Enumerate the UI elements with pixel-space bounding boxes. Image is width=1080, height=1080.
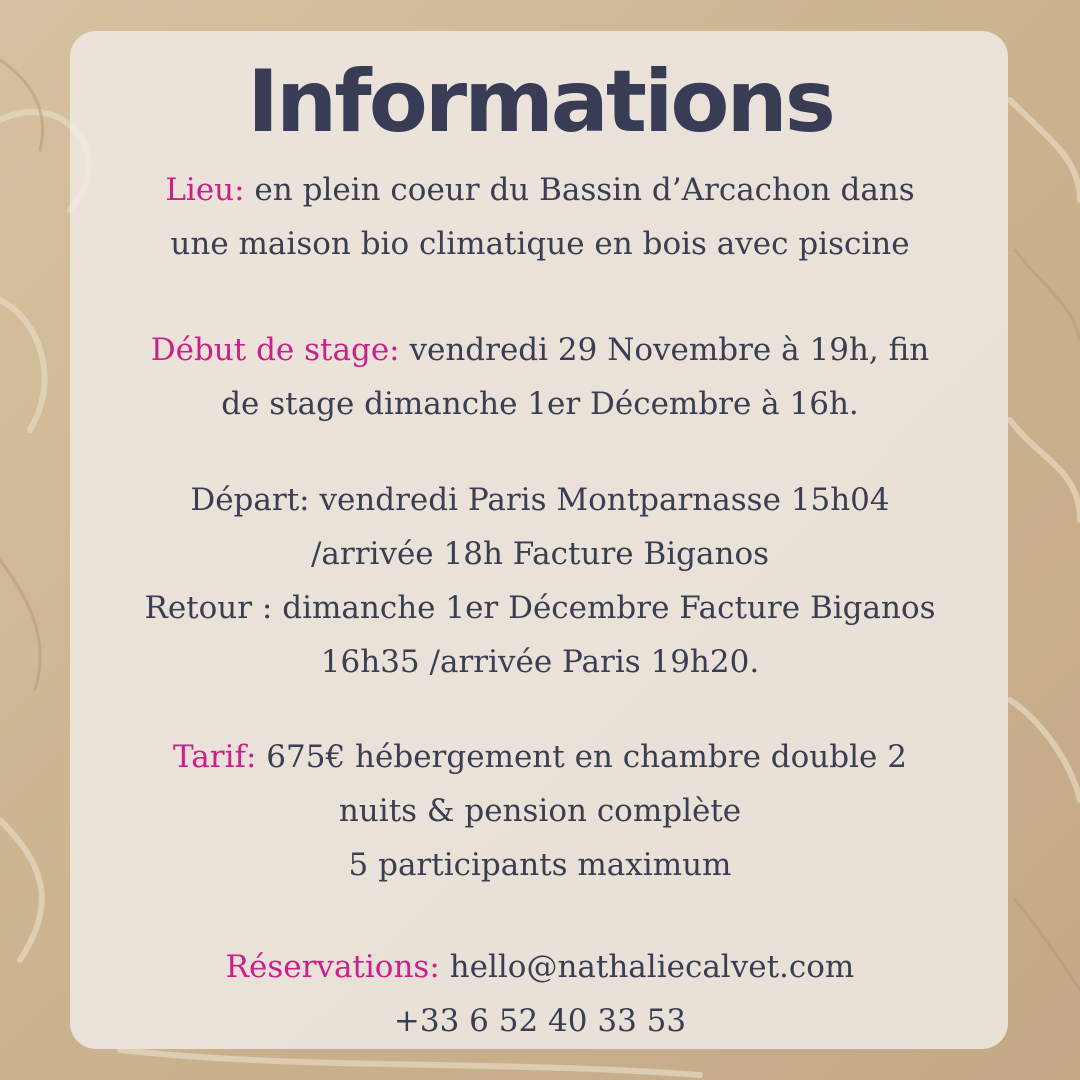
tarif-line-1 — [90, 730, 990, 784]
debut-text-1: vendredi 29 Novembre à 19h, fin — [399, 332, 930, 368]
reservations-label: Réservations: — [225, 949, 440, 985]
lieu-text-1: en plein coeur du Bassin d’Arcachon dans — [244, 172, 915, 208]
reservations-phone[interactable]: +33 6 52 40 33 53 — [393, 1003, 687, 1039]
retour-line-1: Retour : dimanche 1er Décembre Facture Biganos — [144, 590, 936, 626]
transport-section — [90, 473, 990, 689]
lieu-label: Lieu: — [165, 172, 245, 208]
lieu-line-2: une maison bio climatique en bois avec piscine — [170, 226, 910, 262]
lieu-section — [90, 163, 990, 271]
reservations-line-1 — [90, 940, 990, 994]
debut-line-1 — [90, 323, 990, 377]
depart-line-2: /arrivée 18h Facture Biganos — [310, 536, 770, 572]
debut-label: Début de stage: — [150, 332, 400, 368]
reservations-email[interactable]: hello@nathaliecalvet.com — [439, 949, 855, 985]
debut-section — [90, 323, 990, 431]
depart-line-1: Départ: vendredi Paris Montparnasse 15h04 — [190, 482, 890, 518]
tarif-line-3: 5 participants maximum — [348, 847, 732, 883]
reservations-section — [90, 940, 990, 1048]
retour-line-2: 16h35 /arrivée Paris 19h20. — [320, 644, 760, 680]
lieu-line-1 — [90, 163, 990, 217]
debut-line-2: de stage dimanche 1er Décembre à 16h. — [221, 386, 859, 422]
page-title: Informations — [247, 52, 833, 152]
tarif-line-2: nuits & pension complète — [338, 793, 742, 829]
tarif-text-1: 675€ hébergement en chambre double 2 — [256, 739, 907, 775]
tarif-section — [90, 730, 990, 892]
tarif-label: Tarif: — [173, 739, 257, 775]
